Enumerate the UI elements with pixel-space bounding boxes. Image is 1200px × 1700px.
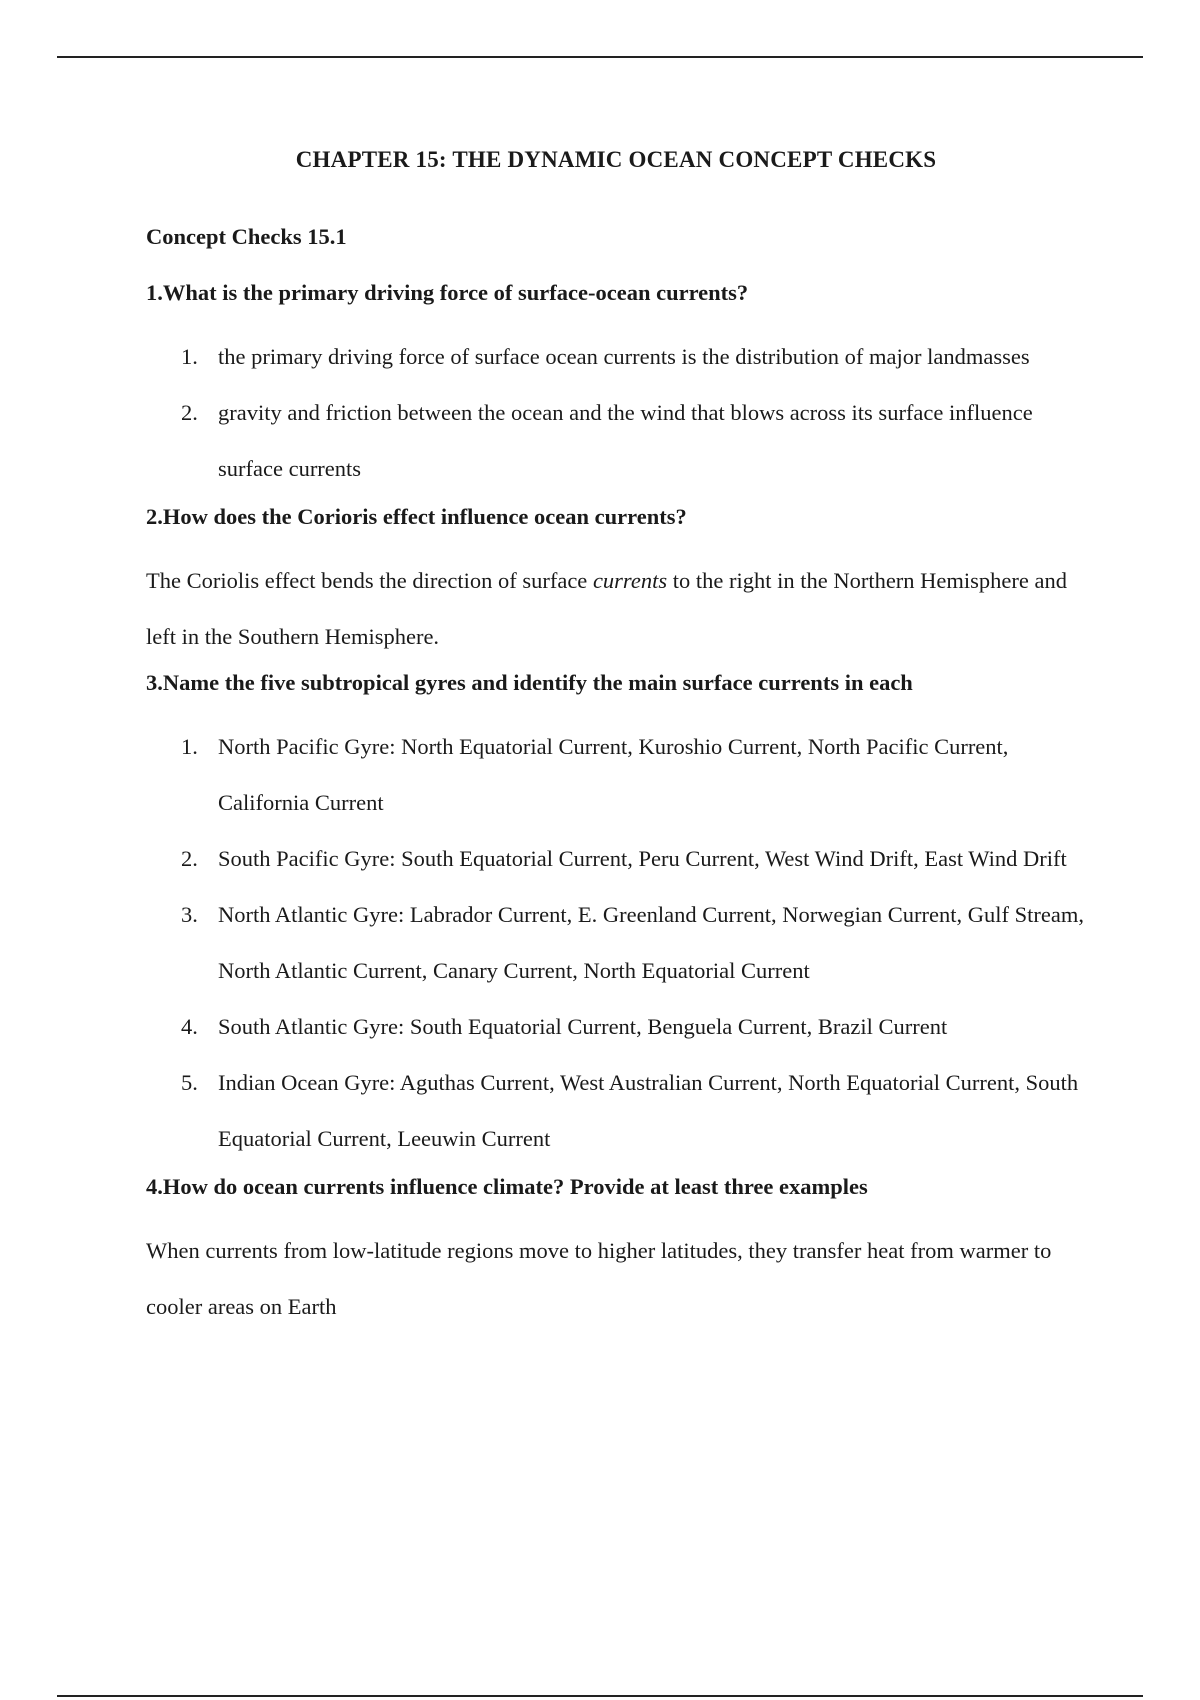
answer-text-start: The Coriolis effect bends the direction of surface xyxy=(146,568,593,593)
answer-list-1 xyxy=(146,329,1086,497)
list-number: 1. xyxy=(181,734,198,759)
bottom-rule xyxy=(57,1695,1143,1697)
answer-text-italic: currents xyxy=(592,568,668,593)
list-number: 5. xyxy=(181,1070,198,1095)
list-item-text: the primary driving force of surface ocean currents is the distribution of major landmasses xyxy=(218,344,1030,369)
question-block-1 xyxy=(146,273,1086,497)
list-number: 2. xyxy=(181,846,198,871)
list-item-text: South Atlantic Gyre: South Equatorial Current, Benguela Current, Brazil Current xyxy=(218,1014,948,1039)
list-item xyxy=(146,1055,1086,1167)
answer-paragraph-4: When currents from low-latitude regions move to higher latitudes, they transfer heat from warmer to cooler areas on Earth xyxy=(146,1238,1052,1319)
section-heading: Concept Checks 15.1 xyxy=(146,224,347,249)
question-3: 3.Name the five subtropical gyres and identify the main surface currents in each xyxy=(146,670,913,695)
list-item xyxy=(146,385,1086,497)
document-page xyxy=(146,140,1086,1333)
question-block-2 xyxy=(146,497,1086,665)
list-item-text: North Atlantic Gyre: Labrador Current, E. Greenland Current, Norwegian Current, Gulf Stream, North Atlantic Current, Canary Current, North Equatorial Current xyxy=(218,902,1084,983)
answer-paragraph-2 xyxy=(146,553,1086,665)
list-number: 1. xyxy=(181,344,198,369)
list-item xyxy=(146,831,1086,887)
question-block-4 xyxy=(146,1167,1086,1335)
list-number: 2. xyxy=(181,400,198,425)
question-1: 1.What is the primary driving force of surface-ocean currents? xyxy=(146,280,749,305)
list-item xyxy=(146,329,1086,385)
list-item-text: Indian Ocean Gyre: Aguthas Current, West Australian Current, North Equatorial Current, South Equatorial Current, Leeuwin Current xyxy=(218,1070,1079,1151)
question-4: 4.How do ocean currents influence climate? Provide at least three examples xyxy=(146,1174,868,1199)
answer-text-end: to the right in the Northern Hemisphere and left in the Southern Hemisphere. xyxy=(146,568,1068,649)
list-item-text: gravity and friction between the ocean and the wind that blows across its surface influence surface currents xyxy=(218,400,1033,481)
list-item xyxy=(146,887,1086,999)
answer-list-3 xyxy=(146,719,1086,1167)
document-title: CHAPTER 15: THE DYNAMIC OCEAN CONCEPT CHECKS xyxy=(295,147,937,172)
list-item xyxy=(146,999,1086,1055)
list-item-text: North Pacific Gyre: North Equatorial Current, Kuroshio Current, North Pacific Current, California Current xyxy=(218,734,1009,815)
list-item-text: South Pacific Gyre: South Equatorial Current, Peru Current, West Wind Drift, East Wind Drift xyxy=(218,846,1067,871)
list-item xyxy=(146,719,1086,831)
list-number: 3. xyxy=(181,902,198,927)
top-rule xyxy=(57,56,1143,58)
question-block-3 xyxy=(146,663,1086,1167)
list-number: 4. xyxy=(181,1014,198,1039)
question-2: 2.How does the Corioris effect influence ocean currents? xyxy=(146,504,687,529)
